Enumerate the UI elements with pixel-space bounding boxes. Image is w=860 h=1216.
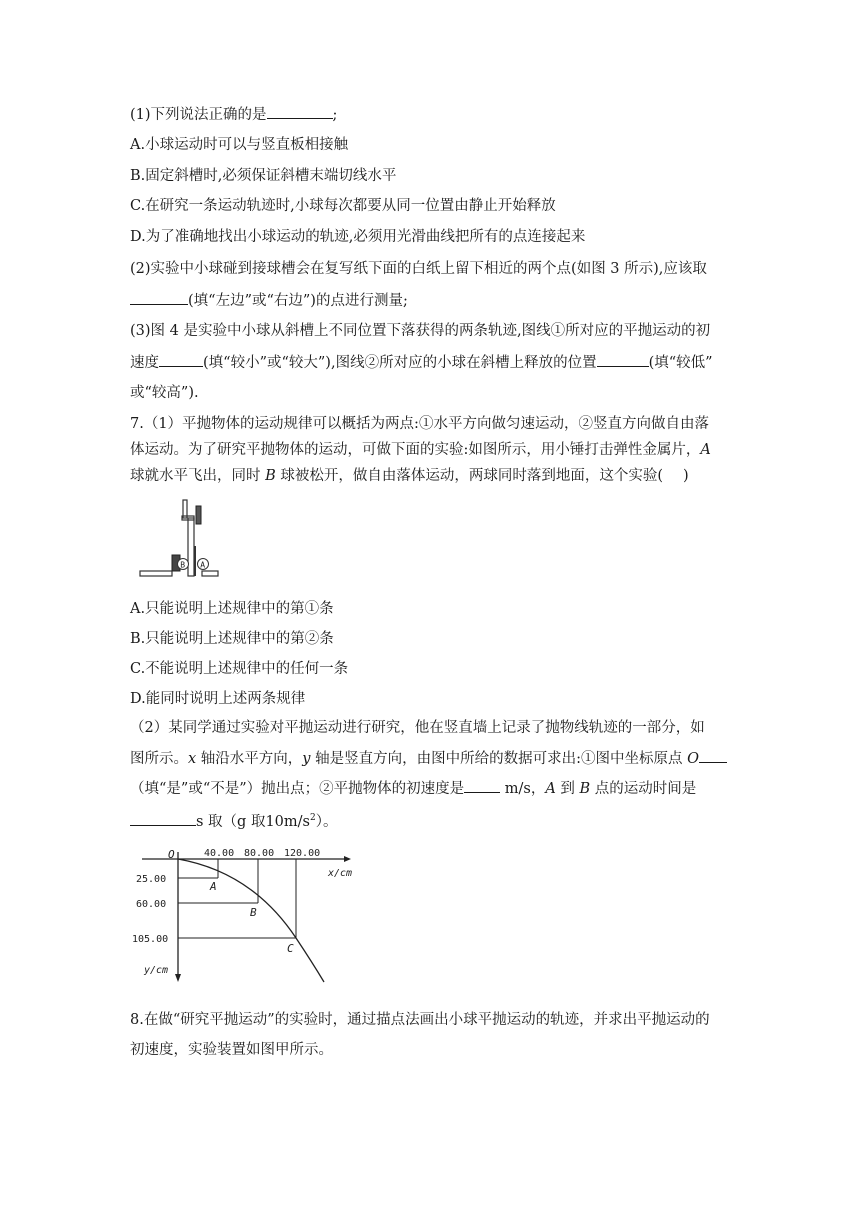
q7-line3: 球就水平飞出，同时 B 球被松开，做自由落体运动，两球同时落到地面，这个实验( ) [130,468,689,484]
small-hammer [196,506,201,524]
point-b-label: B [250,906,257,919]
answer-blank[interactable] [699,748,727,763]
right-base-plate [202,571,218,576]
hammer-handle [183,500,187,518]
ball-a-label: A [200,560,206,570]
q7-option-b: B.只能说明上述规律中的第②条 [130,631,334,647]
q6-part2-line2: (填“左边”或“右边”)的点进行测量; [130,290,730,311]
y-tick-25: 25.00 [136,874,167,885]
left-base-plate [140,571,172,576]
trajectory-graph [132,842,364,988]
q7-line2: 体运动。为了研究平抛物体的运动，可做下面的实验:如图所示，用小锤打击弹性金属片，A [130,442,711,458]
q7-line1: 7.（1）平抛物体的运动规律可以概括为两点:①水平方向做匀速运动，②竖直方向做自由落 [130,416,709,432]
q6-option-b: B.固定斜槽时,必须保证斜槽末端切线水平 [130,168,397,184]
answer-blank[interactable] [267,104,333,119]
apparatus-figure [138,498,220,582]
y-axis-arrow [175,974,181,982]
answer-blank[interactable] [464,778,500,793]
q6-option-d: D.为了准确地找出小球运动的轨迹,必须用光滑曲线把所有的点连接起来 [130,229,586,245]
y-tick-60: 60.00 [136,899,167,910]
x-axis-label: x/cm [328,868,353,879]
answer-blank[interactable] [130,290,188,305]
y-axis-label: y/cm [144,965,169,976]
q7-option-a: A.只能说明上述规律中的第①条 [130,601,334,617]
ball-b-label: B [180,560,186,570]
x-axis-arrow [344,856,351,862]
q7-part2-line1: （2）某同学通过实验对平抛运动进行研究，他在竖直墙上记录了抛物线轨迹的一部分，如 [130,720,705,736]
x-tick-80: 80.00 [244,848,275,859]
y-tick-105: 105.00 [132,934,169,945]
q7-part2-line2: 图所示。x 轴沿水平方向，y 轴是竖直方向，由图中所给的数据可求出:①图中坐标原点 O [130,748,730,769]
answer-blank[interactable] [159,352,203,367]
q7-part2-line3: （填“是”或“不是”）抛出点；②平抛物体的初速度是 m/s，A 到 B 点的运动时间是 [130,778,730,799]
x-tick-40: 40.00 [204,848,235,859]
q7-option-c: C.不能说明上述规律中的任何一条 [130,661,349,677]
q8-line1: 8.在做“研究平抛运动”的实验时，通过描点法画出小球平抛运动的轨迹，并求出平抛运动的 [130,1012,710,1028]
q6-option-a: A.小球运动时可以与竖直板相接触 [130,137,349,153]
q6-part3-line2: 速度 (填“较小”或“较大”),图线②所对应的小球在斜槽上释放的位置 (填“较低” [130,352,730,373]
answer-blank[interactable] [130,811,196,826]
q6-part1: (1)下列说法正确的是 ; [130,104,730,125]
x-tick-120: 120.00 [284,848,321,859]
q7-option-d: D.能同时说明上述两条规律 [130,691,306,707]
q6-part3-line3: 或“较高”). [130,385,199,401]
q6-part2-line1: (2)实验中小球碰到接球槽会在复写纸下面的白纸上留下相近的两个点(如图 3 所示),应该取 [130,261,707,277]
q8-line2: 初速度，实验装置如图甲所示。 [130,1042,333,1058]
q7-part2-line4: s 取（g 取$10m/s^2$）。 [130,808,730,832]
elastic-metal-sheet [194,546,196,576]
point-a-label: A [210,880,217,893]
vertical-post [188,518,194,576]
trajectory-curve [178,859,324,982]
q6-option-c: C.在研究一条运动轨迹时,小球每次都要从同一位置由静止开始释放 [130,198,556,214]
q6-part3-line1: (3)图 4 是实验中小球从斜槽上不同位置下落获得的两条轨迹,图线①所对应的平抛运动的初 [130,323,711,339]
point-c-label: C [287,942,294,955]
answer-blank[interactable] [597,352,649,367]
origin-label: O [168,848,175,861]
